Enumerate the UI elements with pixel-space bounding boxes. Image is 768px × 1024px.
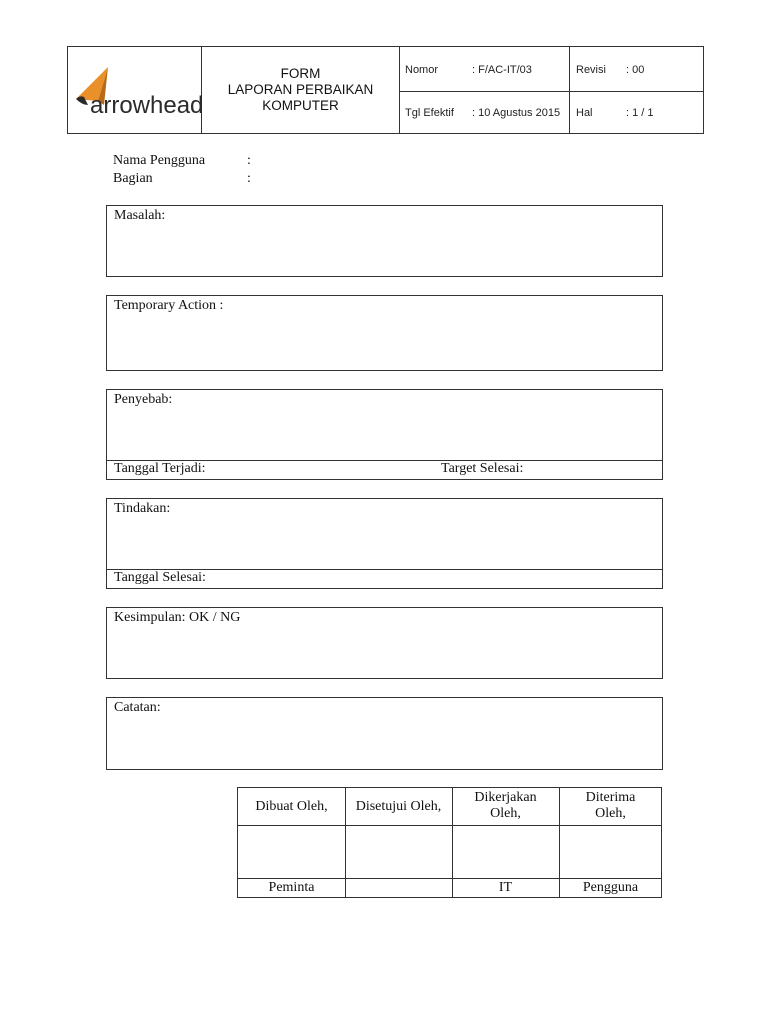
tindakan-date-row xyxy=(107,569,662,588)
catatan-box[interactable] xyxy=(106,697,663,770)
hal-value: : 1 / 1 xyxy=(626,107,654,119)
penyebab-dates-row xyxy=(107,460,662,479)
logo-text: arrowhead xyxy=(90,92,202,119)
role-peminta: Peminta xyxy=(268,880,315,895)
tanggal-selesai-label: Tanggal Selesai: xyxy=(114,570,206,585)
form-header xyxy=(67,46,704,134)
role-pengguna: Pengguna xyxy=(582,880,639,895)
hal-label: Hal xyxy=(576,107,593,119)
tindakan-label: Tindakan: xyxy=(114,501,171,516)
temporary-action-box[interactable] xyxy=(106,295,663,371)
meta-row-nomor xyxy=(400,47,703,92)
disetujui-oleh-header: Disetujui Oleh, xyxy=(355,799,442,814)
diterima-header-line2: Oleh, xyxy=(595,806,626,821)
bagian-colon: : xyxy=(247,171,251,186)
nama-pengguna-label: Nama Pengguna xyxy=(113,153,206,168)
form-title xyxy=(202,47,400,133)
penyebab-box[interactable] xyxy=(106,389,663,480)
nomor-label: Nomor xyxy=(405,64,439,76)
revisi-label: Revisi xyxy=(576,64,606,76)
masalah-label: Masalah: xyxy=(114,208,166,223)
temporary-action-label: Temporary Action : xyxy=(114,298,224,313)
arrowhead-logo-icon xyxy=(68,47,202,133)
kesimpulan-label: Kesimpulan: OK / NG xyxy=(114,610,241,625)
dikerjakan-header-line1: Dikerjakan xyxy=(474,790,537,805)
nomor-value: : F/AC-IT/03 xyxy=(472,64,532,76)
catatan-label: Catatan: xyxy=(114,700,161,715)
title-line-2: LAPORAN PERBAIKAN xyxy=(227,82,374,97)
diterima-header-line1: Diterima xyxy=(585,790,636,805)
title-line-3: KOMPUTER xyxy=(262,98,339,113)
nama-pengguna-colon: : xyxy=(247,153,251,168)
logo xyxy=(68,47,202,133)
bagian-label: Bagian xyxy=(113,171,153,186)
tgl-value: : 10 Agustus 2015 xyxy=(472,107,561,119)
meta-row-tgl xyxy=(400,92,703,133)
masalah-box[interactable] xyxy=(106,205,663,277)
penyebab-label: Penyebab: xyxy=(114,392,173,407)
kesimpulan-box[interactable] xyxy=(106,607,663,679)
title-line-1: FORM xyxy=(280,66,321,81)
tgl-label: Tgl Efektif xyxy=(405,107,454,119)
target-selesai-label: Target Selesai: xyxy=(441,461,524,476)
dikerjakan-header-line2: Oleh, xyxy=(490,806,521,821)
signature-table xyxy=(237,787,662,898)
tanggal-terjadi-label: Tanggal Terjadi: xyxy=(114,461,206,476)
tindakan-box[interactable] xyxy=(106,498,663,589)
role-it: IT xyxy=(498,880,513,895)
dibuat-oleh-header: Dibuat Oleh, xyxy=(255,799,328,814)
revisi-value: : 00 xyxy=(626,64,645,76)
